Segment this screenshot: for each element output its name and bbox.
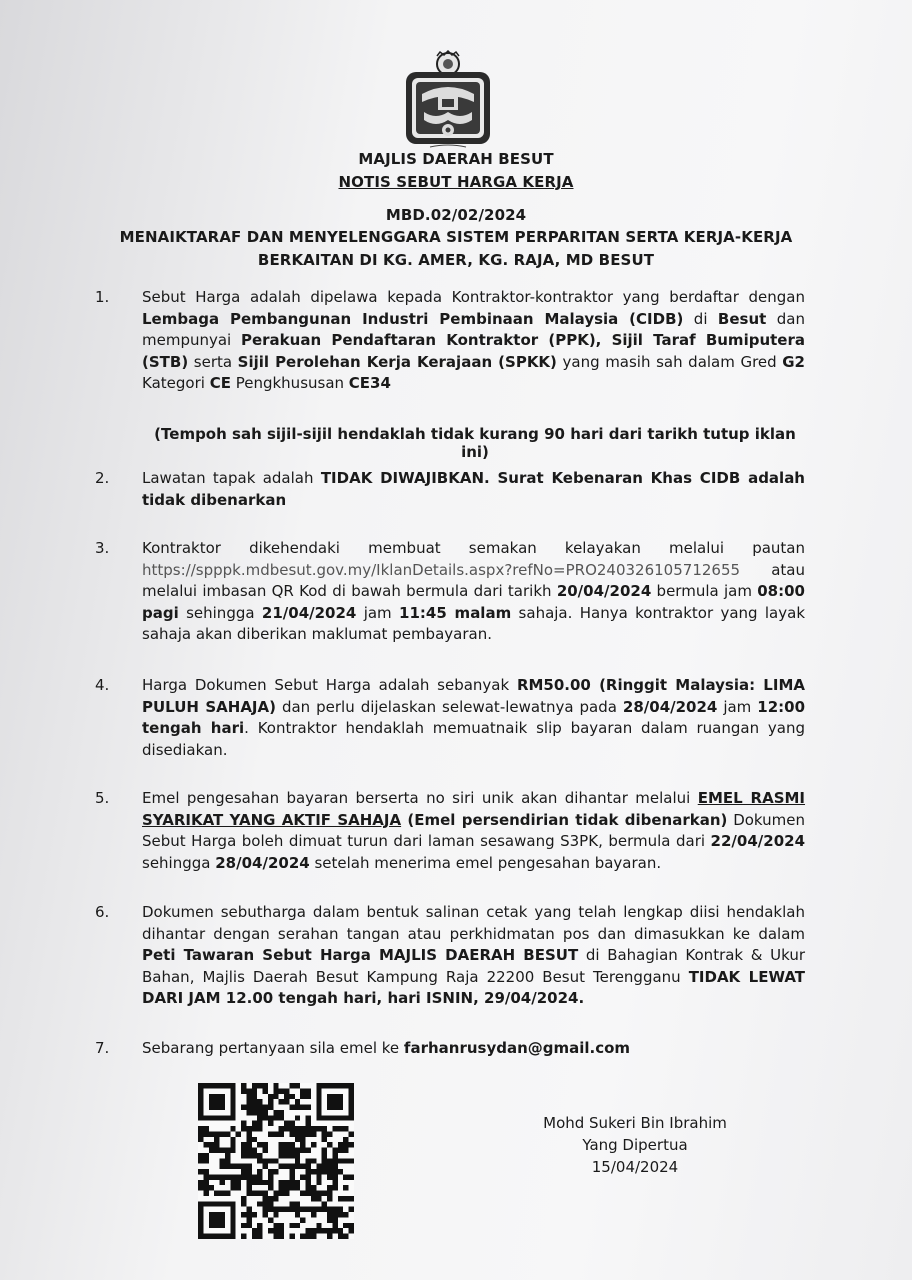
clause-text-segment: Lawatan tapak adalah xyxy=(142,469,321,487)
clause-text-segment: Perakuan Pendaftaran Kontraktor (PPK), Sijil Taraf Bumiputera (STB) xyxy=(142,331,805,371)
clause-text-segment: Emel pengesahan bayaran berserta no siri unik akan dihantar melalui xyxy=(142,789,698,807)
clause-number: 2. xyxy=(95,469,110,487)
clause-text xyxy=(142,902,805,1010)
clause-text-segment: Pengkhususan xyxy=(230,374,349,392)
clause-text-segment: CE34 xyxy=(348,374,391,392)
clause-text-segment: jam xyxy=(717,697,758,716)
clause-text-segment: 22/04/2024 xyxy=(710,832,805,850)
clause-text-segment: Dokumen sebutharga dalam bentuk salinan cetak yang telah lengkap diisi hendaklah dihantar dengan serahan tangan atau perkhidmatan pos dan dimasukkan ke dalam xyxy=(142,903,805,943)
notice-title: NOTIS SEBUT HARGA KERJA xyxy=(338,173,574,191)
clause-text-segment: 28/04/2024 xyxy=(622,697,718,716)
clause-text-segment: sahaja. Hanya kontraktor yang layak sahaja akan diberikan maklumat pembayaran. xyxy=(142,603,806,643)
signatory-name: Mohd Sukeri Bin Ibrahim xyxy=(543,1114,727,1132)
clause-text-segment: atau melalui imbasan QR Kod di bawah bermula dari tarikh xyxy=(142,560,805,600)
clause-text-segment: Kategori xyxy=(142,374,210,392)
clause-text-segment: EMEL RASMI SYARIKAT YANG AKTIF SAHAJA xyxy=(142,789,806,829)
clause-number: 3. xyxy=(95,539,110,557)
clause-text-segment: bermula jam xyxy=(651,582,758,600)
clause-text-segment: 20/04/2024 xyxy=(556,582,652,600)
clause-text-segment: Lembaga Pembangunan Industri Pembinaan Malaysia (CIDB) xyxy=(142,309,684,328)
clause-text-segment: Harga Dokumen Sebut Harga adalah sebanyak xyxy=(142,676,517,694)
clause-text-segment: Peti Tawaran Sebut Harga MAJLIS DAERAH BESUT xyxy=(142,946,579,964)
clause-text-segment: Kontraktor dikehendaki membuat semakan kelayakan melalui pautan xyxy=(142,539,805,557)
clause-text-segment: . Kontraktor hendaklah memuatnaik slip bayaran dalam ruangan yang disediakan. xyxy=(142,719,805,759)
clause-text-segment: farhanrusydan@gmail.com xyxy=(403,1039,631,1057)
clause-text-segment: RM50.00 (Ringgit Malaysia: LIMA PULUH SAHAJA) xyxy=(142,676,805,716)
certificate-validity-note: (Tempoh sah sijil-sijil hendaklah tidak kurang 90 hari dari tarikh tutup iklan ini) xyxy=(154,425,796,461)
clause-text xyxy=(142,468,805,511)
clause-text-segment: CE xyxy=(209,374,231,392)
org-name: MAJLIS DAERAH BESUT xyxy=(358,150,554,168)
project-title-line2: BERKAITAN DI KG. AMER, KG. RAJA, MD BESUT xyxy=(257,251,655,269)
clause-text-segment: 28/04/2024 xyxy=(215,853,310,872)
clause-text-segment: Sijil Perolehan Kerja Kerajaan (SPKK) xyxy=(237,352,557,371)
clause-text xyxy=(142,675,805,761)
clause-text-segment: 08:00 pagi xyxy=(142,582,805,622)
clause-text-segment: dan mempunyai xyxy=(142,309,805,349)
clause-text-segment: 12:00 tengah hari xyxy=(142,697,806,737)
clause-number: 4. xyxy=(95,676,110,694)
clause-text xyxy=(142,788,805,874)
eligibility-check-link[interactable]: https://spppk.mdbesut.gov.my/IklanDetails.aspx?refNo=PRO240326105712655 xyxy=(142,560,741,579)
clause-text-segment: TIDAK DIWAJIBKAN. Surat Kebenaran Khas CIDB adalah tidak dibenarkan xyxy=(142,469,805,509)
clause-number: 7. xyxy=(95,1039,110,1057)
clause-text-segment: G2 xyxy=(782,352,805,371)
signature-date: 15/04/2024 xyxy=(591,1158,679,1176)
clause-text-segment: (Emel persendirian tidak dibenarkan) xyxy=(401,810,728,829)
clause-text-segment: Sebut Harga adalah dipelawa kepada Kontraktor-kontraktor yang berdaftar dengan xyxy=(142,288,805,306)
clause-text-segment: serta xyxy=(188,352,238,371)
clause-text-segment: setelah menerima emel pengesahan bayaran. xyxy=(309,853,662,872)
clause-text-segment: Besut xyxy=(717,309,767,328)
reference-number: MBD.02/02/2024 xyxy=(385,206,527,224)
clause-text xyxy=(142,538,805,646)
clause-text xyxy=(142,287,805,395)
clause-text-segment: sehingga xyxy=(178,603,262,622)
clause-text-segment: dan perlu dijelaskan selewat-lewatnya pada xyxy=(275,697,623,716)
clause-text-segment: sehingga xyxy=(142,853,216,872)
clause-text-segment: jam xyxy=(356,603,400,622)
qr-code-icon[interactable] xyxy=(198,1083,354,1239)
project-title-line1: MENAIKTARAF DAN MENYELENGGARA SISTEM PERPARITAN SERTA KERJA-KERJA xyxy=(119,228,793,246)
clause-number: 1. xyxy=(95,288,110,306)
clause-number: 6. xyxy=(95,903,110,921)
clause-text-segment: TIDAK LEWAT DARI JAM 12.00 tengah hari, hari ISNIN, 29/04/2024. xyxy=(142,967,805,1007)
clause-text-segment: di xyxy=(683,309,718,328)
council-emblem-logo xyxy=(402,50,494,150)
clause-text-segment: yang masih sah dalam Gred xyxy=(556,352,783,371)
clause-number: 5. xyxy=(95,789,110,807)
clause-text-segment: Sebarang pertanyaan sila emel ke xyxy=(142,1039,404,1057)
signatory-title: Yang Dipertua xyxy=(582,1136,688,1154)
clause-text-segment: 11:45 malam xyxy=(399,603,512,622)
clause-text-segment: Dokumen Sebut Harga boleh dimuat turun dari laman sesawang S3PK, bermula dari xyxy=(142,810,805,850)
clause-text xyxy=(142,1038,805,1060)
clause-text-segment: di Bahagian Kontrak & Ukur Bahan, Majlis Daerah Besut Kampung Raja 22200 Besut Terengganu xyxy=(142,946,806,986)
clause-text-segment: 21/04/2024 xyxy=(261,603,357,622)
